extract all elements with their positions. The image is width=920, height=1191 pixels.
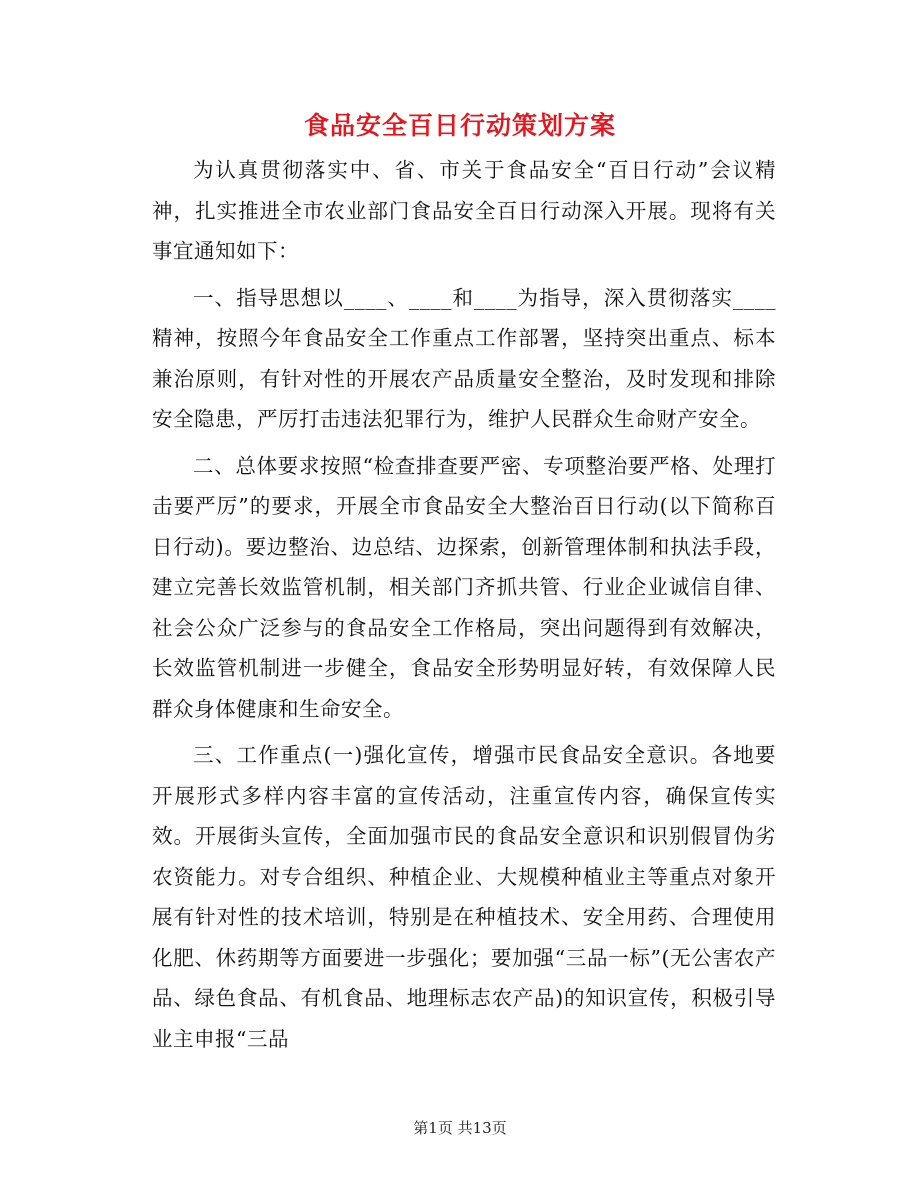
- paragraph-general-requirements: 二、总体要求按照“检查排查要严密、专项整治要严格、处理打击要严厉”的要求，开展全市食品安全大整治百日行动(以下简称百日行动)。要边整治、边总结、边探索，创新管理体制和执法手段，建立完善长效监管机制，相关部门齐抓共管、行业企业诚信自律、社会公众广泛参与的食品安全工作格局，突出问题得到有效解决，长效监管机制进一步健全，食品安全形势明显好转，有效保障人民群众身体健康和生命安全。: [152, 453, 776, 721]
- paragraph-work-focus: 三、工作重点(一)强化宣传，增强市民食品安全意识。各地要开展形式多样内容丰富的宣传活动，注重宣传内容，确保宣传实效。开展街头宣传，全面加强市民的食品安全意识和识别假冒伪劣农资能力。对专合组织、种植企业、大规模种植业主等重点对象开展有针对性的技术培训，特别是在种植技术、安全用药、合理使用化肥、休药期等方面要进一步强化；要加强“三品一标”(无公害农产品、绿色食品、有机食品、地理标志农产品)的知识宣传，积极引导业主申报“三品: [152, 743, 776, 1051]
- document-title: 食品安全百日行动策划方案: [303, 111, 616, 140]
- page-number: 第1页 共13页: [413, 1119, 507, 1137]
- paragraph-intro: 为认真贯彻落实中、省、市关于食品安全“百日行动”会议精神，扎实推进全市农业部门食品安全百日行动深入开展。现将有关事宜通知如下：: [152, 158, 776, 263]
- paragraph-guiding-ideology: 一、指导思想以____、____和____为指导，深入贯彻落实____精神，按照今年食品安全工作重点工作部署，坚持突出重点、标本兼治原则，有针对性的开展农产品质量安全整治，及时发现和排除安全隐患，严厉打击违法犯罪行为，维护人民群众生命财产安全。: [152, 285, 776, 431]
- document-body: [152, 150, 776, 1059]
